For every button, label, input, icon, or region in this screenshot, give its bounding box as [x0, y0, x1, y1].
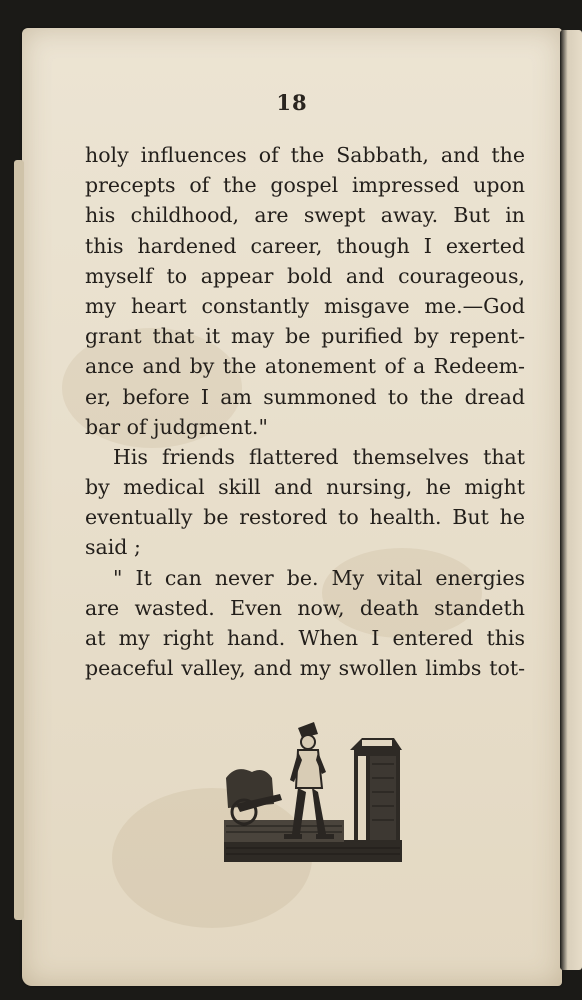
text-line: eventually be restored to health. But he	[85, 505, 525, 530]
text-line: said ;	[85, 535, 141, 560]
text-line: precepts of the gospel impressed upon	[85, 173, 525, 198]
page-number: 18	[276, 90, 308, 115]
woodcut-illustration	[222, 708, 404, 864]
text-line: His friends flattered themselves that	[113, 444, 525, 469]
text-line: holy influences of the Sabbath, and the	[85, 143, 525, 167]
body-text	[85, 140, 525, 683]
text-line: er, before I am summoned to the dread	[85, 384, 525, 409]
text-line: this hardened career, though I exerted	[85, 233, 525, 258]
text-line: my heart constantly misgave me.—God	[85, 293, 525, 318]
text-line: grant that it may be purified by repent-	[85, 324, 525, 349]
text-line: bar of judgment."	[85, 414, 268, 439]
page-edge-left	[14, 160, 24, 920]
text-line: are wasted. Even now, death standeth	[85, 595, 525, 620]
text-line: myself to appear bold and courageous,	[85, 263, 525, 288]
text-line: by medical skill and nursing, he might	[85, 475, 525, 500]
page-edge-right	[560, 30, 582, 970]
book-page	[22, 28, 562, 986]
text-line: ance and by the atonement of a Redeem-	[85, 354, 525, 379]
text-line: " It can never be. My vital energies	[113, 565, 525, 590]
text-line: at my right hand. When I entered this	[85, 626, 525, 650]
text-line: peaceful valley, and my swollen limbs tot-	[85, 656, 525, 681]
text-line: his childhood, are swept away. But in	[85, 203, 525, 228]
